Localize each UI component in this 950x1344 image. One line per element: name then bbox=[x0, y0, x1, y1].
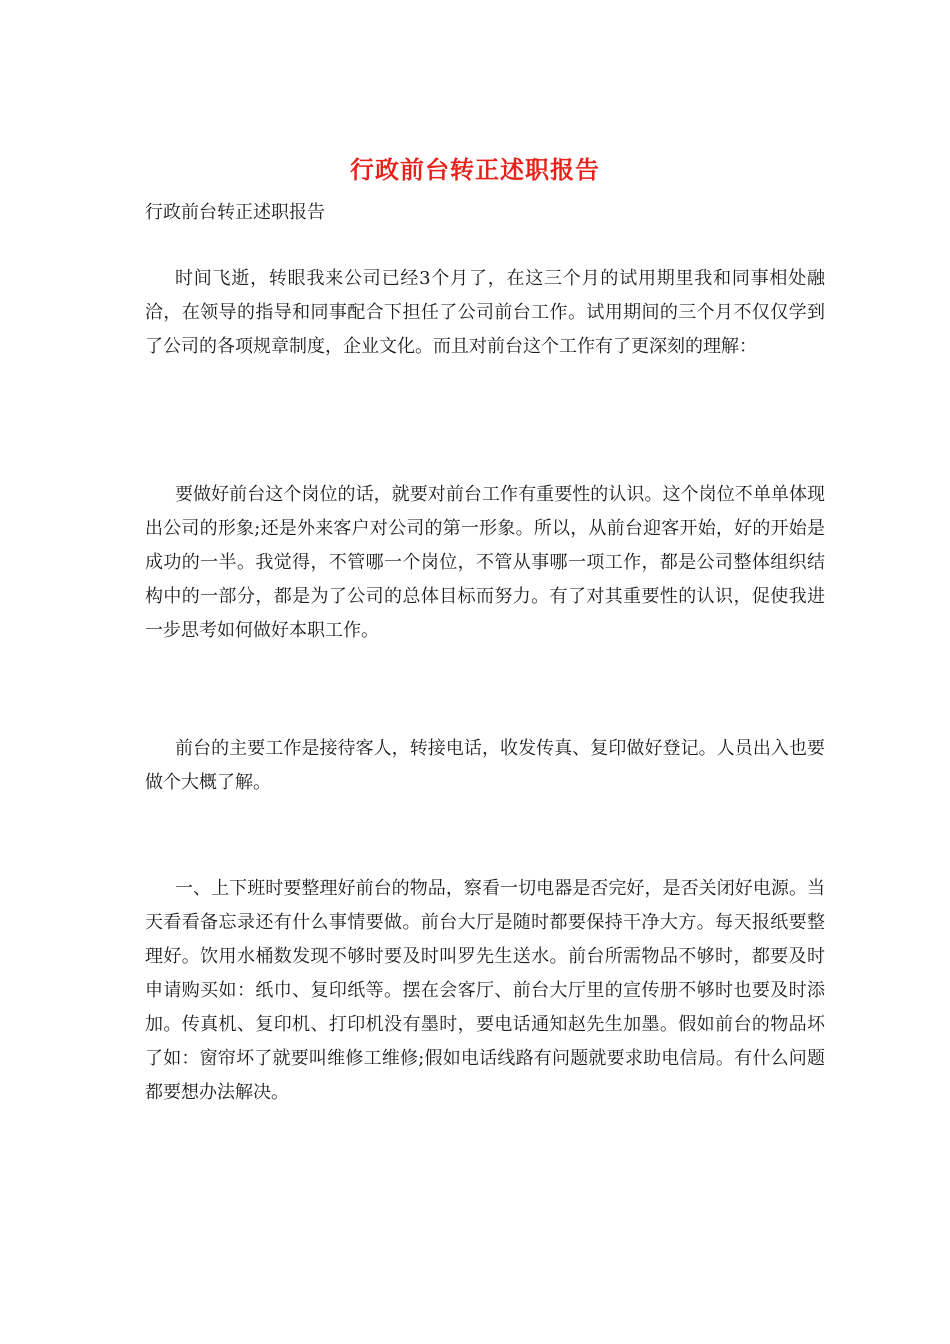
paragraph-intro: 时间飞逝，转眼我来公司已经3个月了，在这三个月的试用期里我和同事相处融洽，在领导的指导和同事配合下担任了公司前台工作。试用期间的三个月不仅仅学到了公司的各项规章制度，企业文化。而且对前台这个工作有了更深刻的理解： bbox=[145, 268, 825, 357]
paragraph-importance: 要做好前台这个岗位的话，就要对前台工作有重要性的认识。这个岗位不单单体现出公司的形象;还是外来客户对公司的第一形象。所以，从前台迎客开始，好的开始是成功的一半。我觉得，不管哪一个岗位，不管从事哪一项工作，都是公司整体组织结构中的一部分，都是为了公司的总体目标而努力。有了对其重要性的认识，促使我进一步思考如何做好本职工作。 bbox=[145, 484, 825, 641]
paragraph-main-duties: 前台的主要工作是接待客人，转接电话，收发传真、复印做好登记。人员出入也要做个大概了解。 bbox=[145, 738, 825, 793]
paragraph-duty-one: 一、上下班时要整理好前台的物品，察看一切电器是否完好，是否关闭好电源。当天看看备忘录还有什么事情要做。前台大厅是随时都要保持干净大方。每天报纸要整理好。饮用水桶数发现不够时要及时叫罗先生送水。前台所需物品不够时，都要及时申请购买如：纸巾、复印纸等。摆在会客厅、前台大厅里的宣传册不够时也要及时添加。传真机、复印机、打印机没有墨时，要电话通知赵先生加墨。假如前台的物品坏了如：窗帘坏了就要叫维修工维修;假如电话线路有问题就要求助电信局。有什么问题都要想办法解决。 bbox=[145, 878, 825, 1103]
document-title: 行政前台转正述职报告 bbox=[350, 155, 600, 184]
document-subtitle: 行政前台转正述职报告 bbox=[145, 202, 325, 223]
